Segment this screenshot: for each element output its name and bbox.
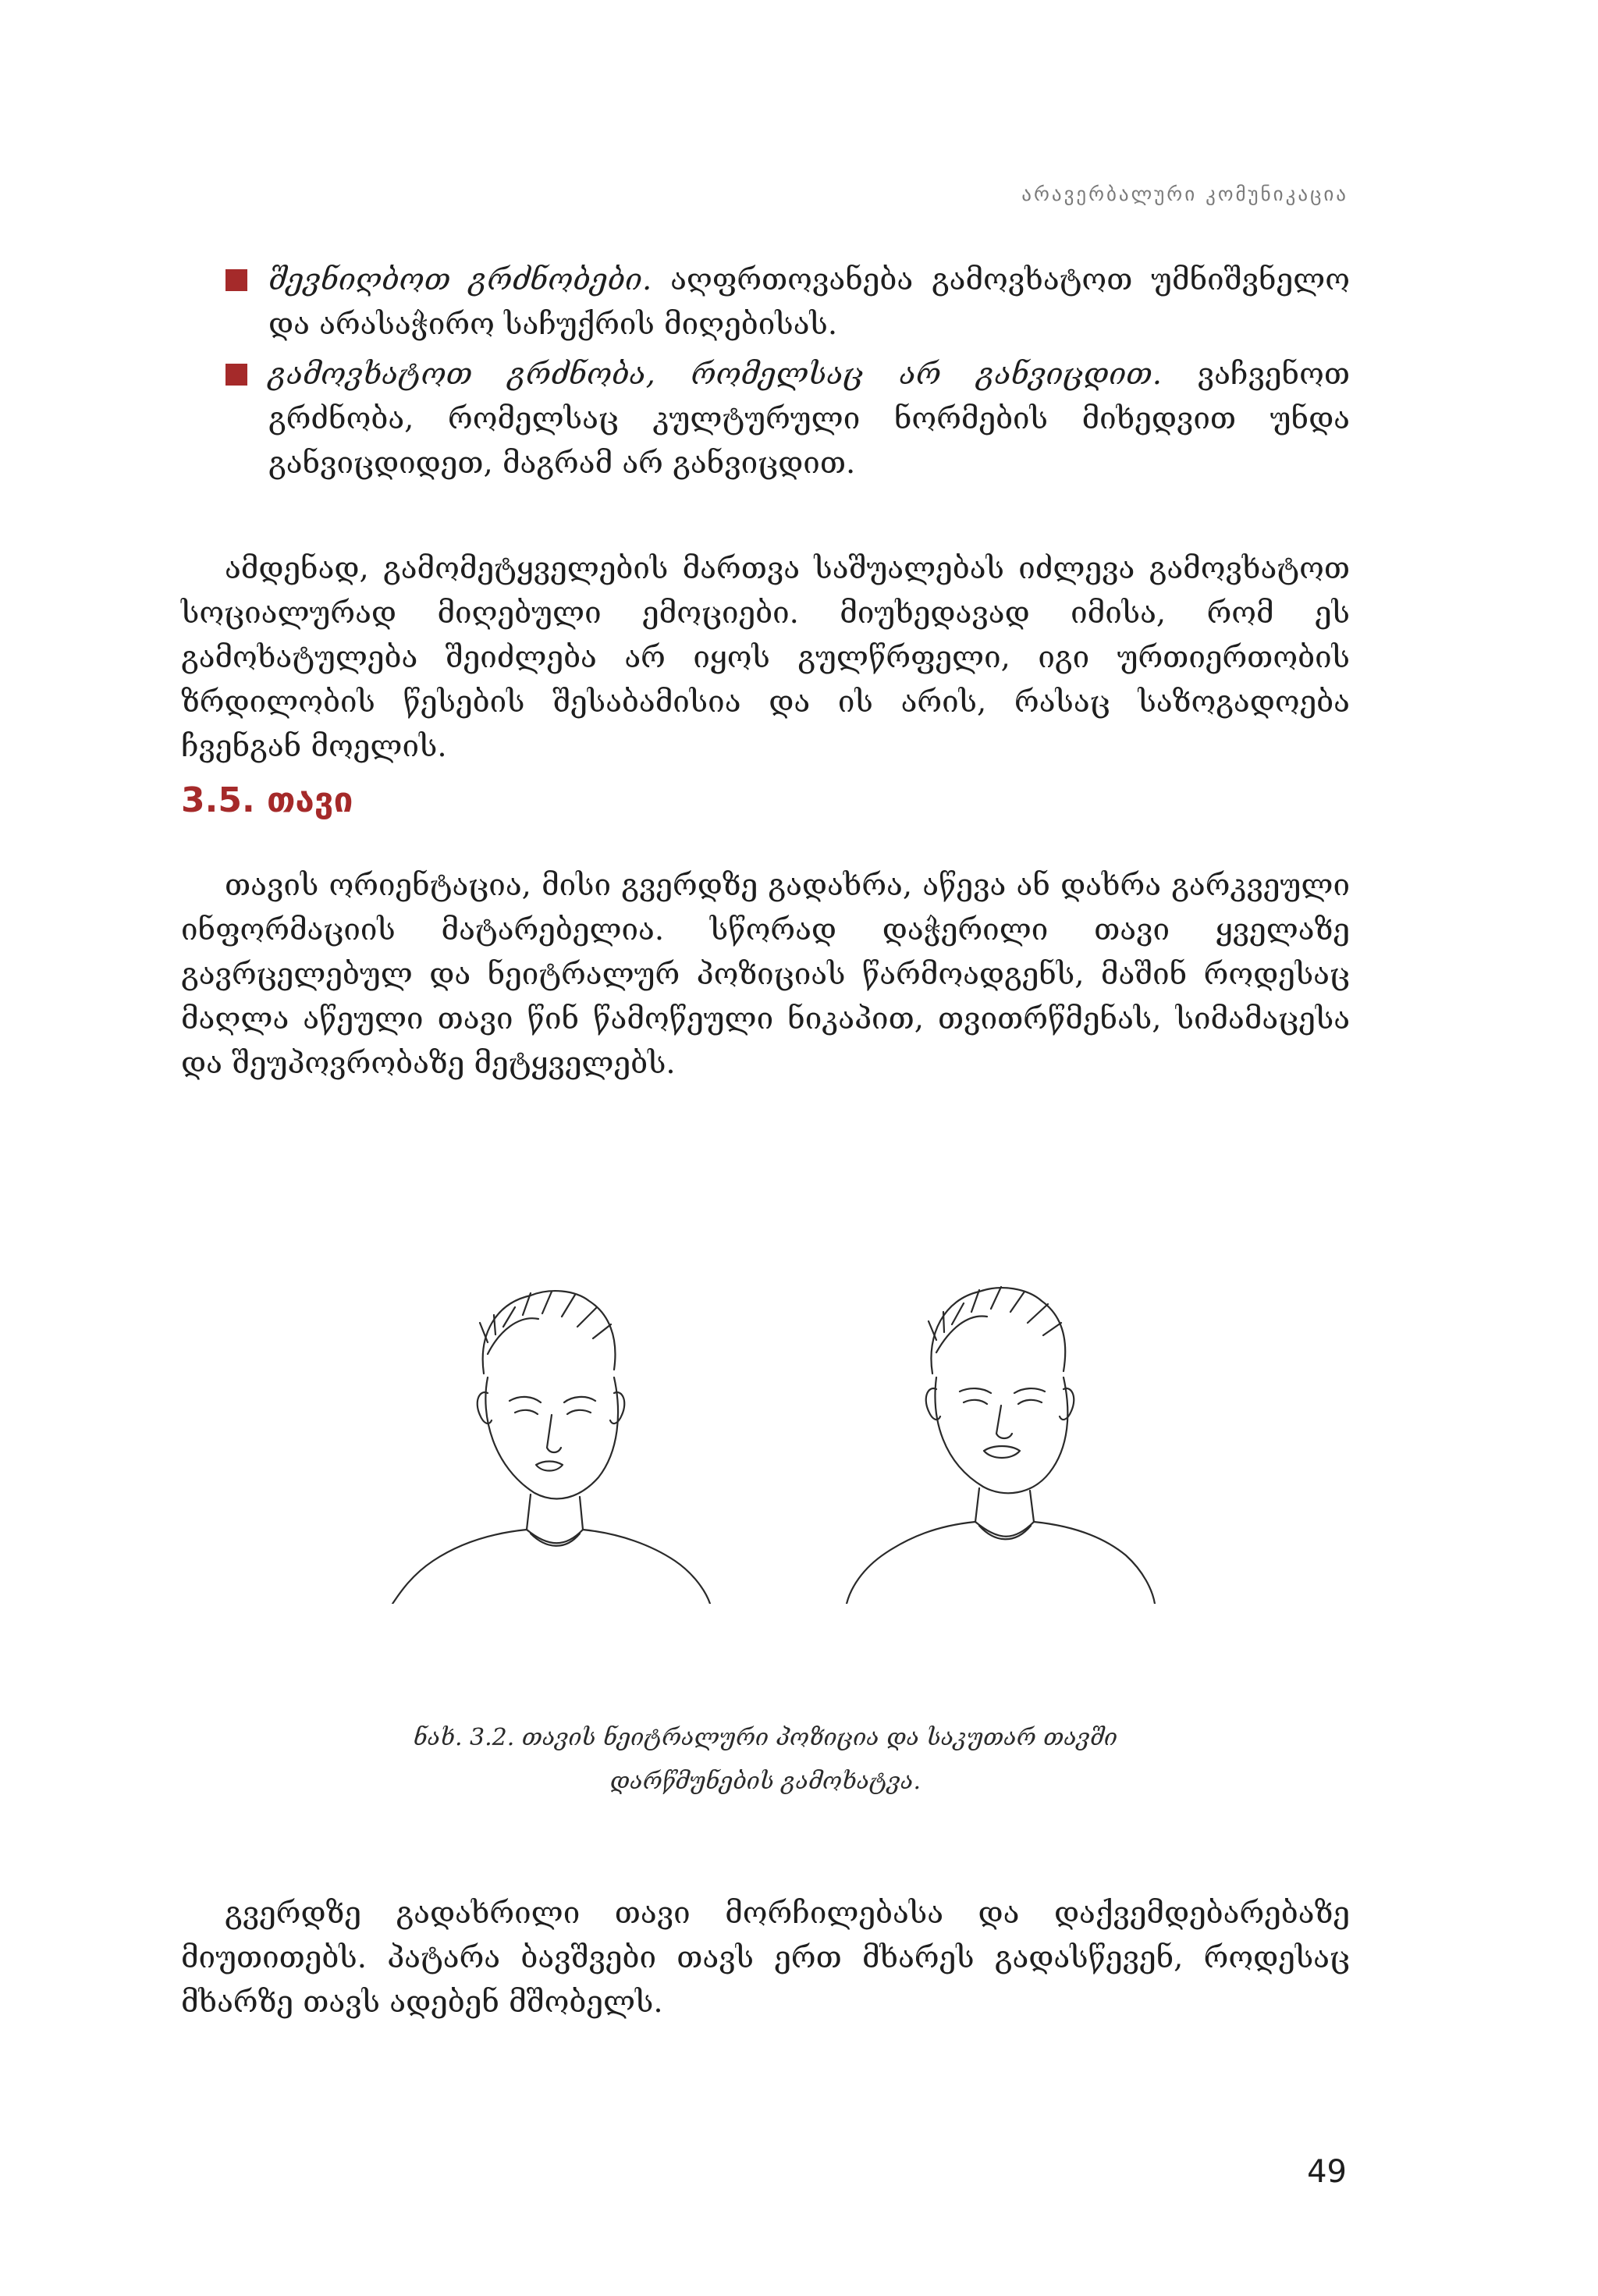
caption-line: ნახ. 3.2. თავის ნეიტრალური პოზიცია და საკუთარ თავში: [413, 1724, 1118, 1751]
paragraph-block: [181, 863, 1350, 1086]
bullet-term: გამოვხატოთ გრძნობა, რომელსაც არ განვიცდით.: [268, 357, 1163, 392]
portrait-lowered-head: [392, 1291, 710, 1604]
bullet-text: [268, 352, 1350, 485]
figure-caption: [181, 1716, 1350, 1804]
bullet-list: [181, 258, 1350, 491]
square-bullet-icon: [225, 269, 247, 291]
running-header: არავერბალური კომუნიკაცია: [1021, 183, 1348, 205]
bullet-term: შევნიღბოთ გრძნობები.: [268, 262, 652, 297]
section-heading: 3.5. თავი: [181, 780, 353, 820]
bullet-body: ვაჩვენოთ გრძნობა, რომელსაც კულტურული ნორმების მიხედვით უნდა განვიცდიდეთ, მაგრამ არ განვიცდით.: [268, 357, 1351, 481]
bullet-item: [181, 258, 1350, 347]
two-portraits-drawing: [371, 1260, 1198, 1604]
paragraph: გვერდზე გადახრილი თავი მორჩილებასა და დაქვემდებარებაზე მიუთითებს. პატარა ბავშვები თავს ერთ მხარეს გადასწევენ, როდესაც მხარზე თავს ადებენ მშობელს.: [181, 1896, 1350, 2020]
paragraph-block: [181, 1891, 1350, 2024]
bullet-text: [268, 258, 1350, 347]
paragraph: თავის ორიენტაცია, მისი გვერდზე გადახრა, აწევა ან დახრა გარკვეული ინფორმაციის მატარებელია. სწორად დაჭერილი თავი ყველაზე გავრცელებულ და ნეიტრალურ პოზიციას წარმოადგენს, მაშინ როდესაც მაღლა აწეული თავი წინ წამოწეული ნიკაპით, თვითრწმენას, სიმამაცესა და შეუპოვრობაზე მეტყველებს.: [181, 868, 1350, 1081]
paragraph-block: [181, 546, 1350, 769]
page-number: 49: [1307, 2154, 1347, 2190]
square-bullet-icon: [225, 364, 247, 386]
caption-line: დარწმუნების გამოხატვა.: [609, 1768, 922, 1795]
portrait-raised-head: [847, 1287, 1155, 1604]
bullet-body: აღფრთოვანება გამოვხატოთ უმნიშვნელო და არასაჭირო საჩუქრის მიღებისას.: [268, 262, 1350, 342]
bullet-item: [181, 352, 1350, 485]
figure-illustration: [371, 1260, 1198, 1604]
paragraph: ამდენად, გამომეტყველების მართვა საშუალებას იძლევა გამოვხატოთ სოციალურად მიღებული ემოციები. მიუხედავად იმისა, რომ ეს გამოხატულება შეიძლება არ იყოს გულწრფელი, იგი ურთიერთობის ზრდილობის წესების შესაბამისია და ის არის, რასაც საზოგადოება ჩვენგან მოელის.: [181, 551, 1350, 764]
